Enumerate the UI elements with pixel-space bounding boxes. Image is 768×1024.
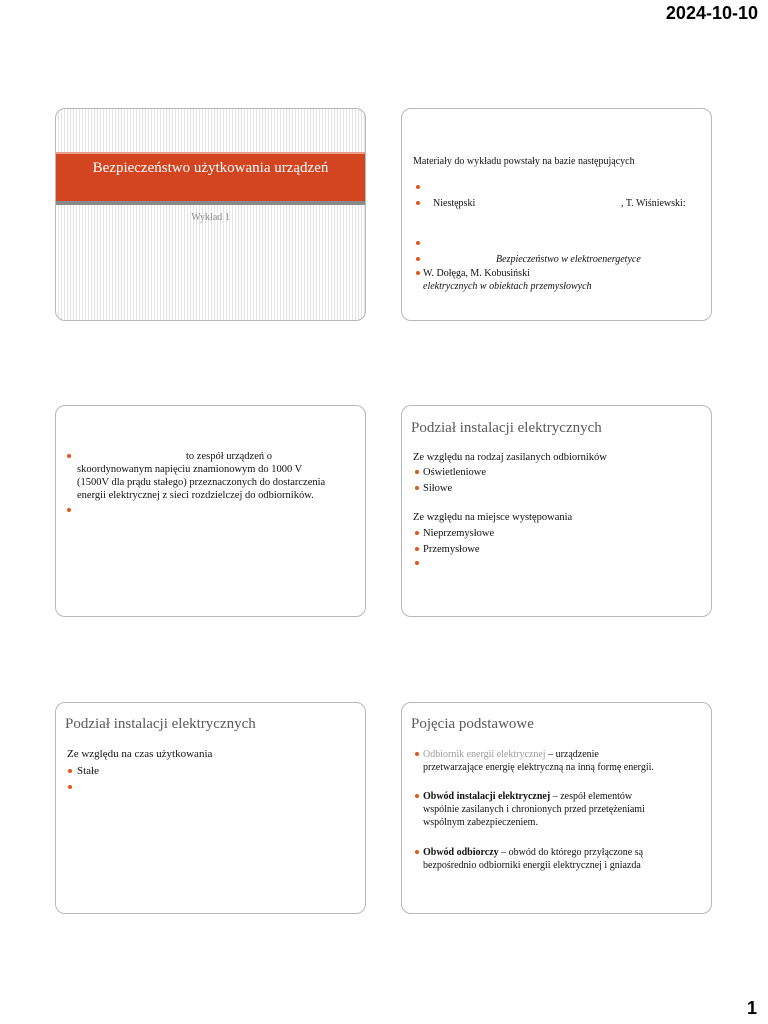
- bullet-marker: [415, 794, 419, 798]
- presentation-subtitle: Wykład 1: [191, 212, 230, 223]
- bullet-marker: [68, 785, 72, 789]
- slide-title: [55, 108, 366, 321]
- bullet-marker: [416, 185, 420, 189]
- concept-definition: – obwód do którego przyłączone są: [498, 847, 644, 858]
- category-heading: Ze względu na rodzaj zasilanych odbiorników: [413, 452, 607, 463]
- title-band-rule: [56, 201, 365, 205]
- category-item: Siłowe: [423, 483, 453, 494]
- bullet-marker: [68, 769, 72, 773]
- concept-definition: – zespół elementów: [550, 791, 633, 802]
- slide-installation-division: [401, 405, 712, 617]
- bullet-marker: [67, 508, 71, 512]
- category-item: Oświetleniowe: [423, 467, 486, 478]
- bullet-marker: [415, 486, 419, 490]
- concept-term: Obwód odbiorczy: [423, 847, 499, 858]
- reference-author: Niestępski: [433, 198, 476, 209]
- category-item: Nieprzemysłowe: [423, 528, 495, 539]
- definition-line: to zespół urządzeń o: [186, 451, 273, 462]
- bullet-marker: [415, 470, 419, 474]
- concept-first-line: [423, 748, 599, 761]
- page-number: 1: [746, 998, 757, 1018]
- reference-author: W. Dołęga, M. Kobusiński: [423, 268, 530, 279]
- slide-basic-concepts: [401, 702, 712, 914]
- reference-title: elektrycznych w obiektach przemysłowych: [423, 281, 592, 292]
- bullet-marker: [67, 454, 71, 458]
- bullet-marker: [416, 241, 420, 245]
- concept-term: Odbiornik energii elektrycznej: [423, 749, 546, 760]
- concept-first-line: [423, 790, 632, 803]
- print-date: 2024-10-10: [665, 3, 758, 23]
- bullet-marker: [415, 850, 419, 854]
- definition-line: skoordynowanym napięciu znamionowym do 1000 V: [77, 464, 303, 475]
- bullet-marker: [416, 201, 420, 205]
- concept-term: Obwód instalacji elektrycznej: [423, 791, 551, 802]
- title-band: [56, 154, 365, 201]
- category-item: Przemysłowe: [423, 544, 480, 555]
- bullet-marker: [415, 531, 419, 535]
- concept-line: przetwarzające energię elektryczną na inną formę energii.: [423, 762, 654, 773]
- bullet-marker: [415, 547, 419, 551]
- concept-line: bezpośrednio odbiorniki energii elektrycznej i gniazda: [423, 860, 641, 871]
- definition-line: energii elektrycznej z sieci rozdzielczej do odbiorników.: [77, 490, 314, 501]
- presentation-title: Bezpieczeństwo użytkowania urządzeń: [92, 160, 329, 176]
- bullet-marker: [416, 271, 420, 275]
- slide-heading: Podział instalacji elektrycznych: [65, 716, 256, 732]
- concept-first-line: [423, 846, 643, 859]
- references-intro: Materiały do wykładu powstały na bazie następujących: [413, 156, 635, 167]
- concept-definition: – urządzenie: [545, 749, 599, 760]
- bullet-marker: [415, 561, 419, 565]
- slide-heading: Podział instalacji elektrycznych: [411, 420, 602, 436]
- bullet-marker: [416, 257, 420, 261]
- slide-installation-division: [55, 702, 366, 914]
- slide-references: [401, 108, 712, 321]
- slide-heading: Pojęcia podstawowe: [411, 716, 534, 732]
- reference-coauthor: , T. Wiśniewski:: [621, 198, 686, 209]
- slide-definition: [55, 405, 366, 617]
- category-heading: Ze względu na czas użytkowania: [67, 748, 213, 760]
- bullet-marker: [415, 752, 419, 756]
- category-heading: Ze względu na miejsce występowania: [413, 512, 573, 523]
- category-item: Stałe: [77, 765, 99, 777]
- definition-line: (1500V dla prądu stałego) przeznaczonych do dostarczenia: [77, 477, 326, 488]
- concept-line: wspólnym zabezpieczeniem.: [423, 817, 538, 828]
- reference-title: Bezpieczeństwo w elektroenergetyce: [496, 254, 641, 265]
- concept-line: wspólnie zasilanych i chronionych przed przetężeniami: [423, 804, 645, 815]
